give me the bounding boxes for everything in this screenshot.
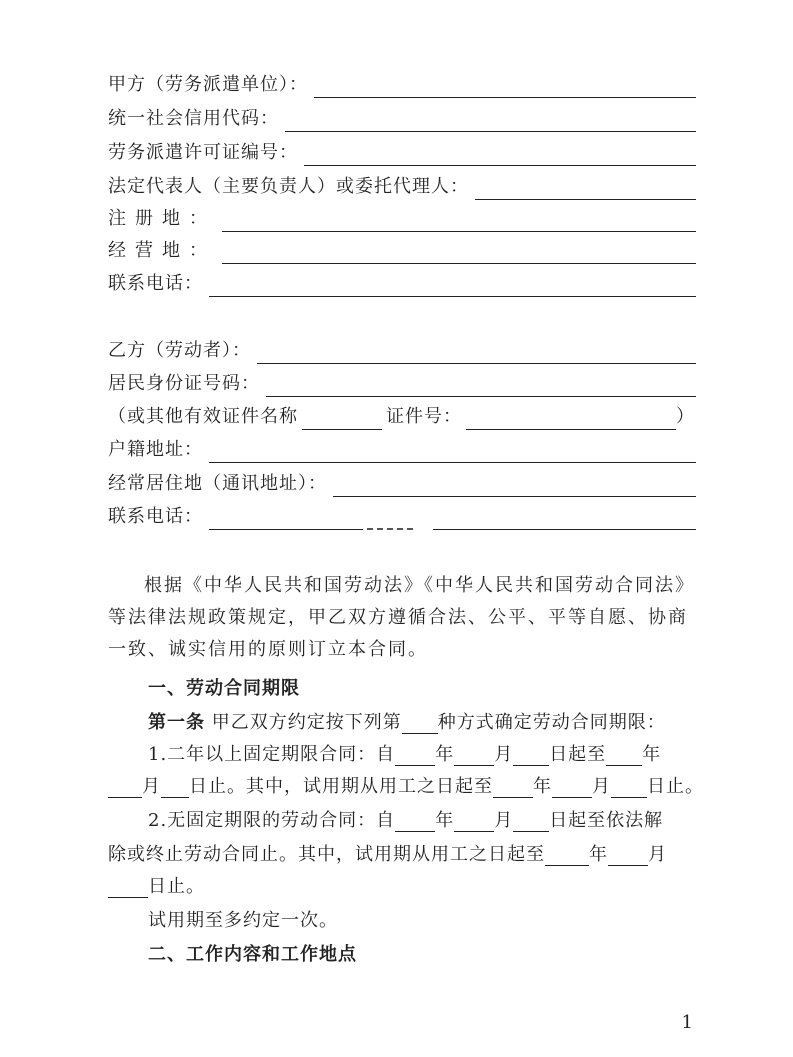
article1-text-b: 种方式确定劳动合同期限： [437, 712, 666, 733]
section1-title: 一、劳动合同期限 [148, 678, 300, 699]
item2-year: 年 [435, 810, 455, 831]
other-id-no-label: 证件号： [386, 406, 462, 427]
id-no-row [108, 371, 696, 397]
article1 [148, 708, 666, 734]
item1-year3: 年 [533, 776, 552, 797]
item1-text: 1.二年以上固定期限合同：自 [148, 744, 396, 765]
party-a-label: 甲方（劳务派遣单位）： [108, 74, 308, 95]
item1-line1 [148, 740, 661, 766]
item1-month2: 月 [142, 776, 161, 797]
item1-year: 年 [435, 744, 455, 765]
item1-year-field[interactable] [395, 747, 435, 766]
item2-line1 [148, 806, 663, 832]
item2-line2 [108, 840, 667, 866]
id-no-label: 居民身份证号码： [108, 373, 260, 394]
item1-month-field[interactable] [454, 747, 494, 766]
item2-day-field[interactable] [513, 813, 549, 832]
other-id-row [108, 404, 696, 430]
section2-title: 二、工作内容和工作地点 [148, 944, 357, 965]
party-a-phone-label: 联系电话： [108, 273, 203, 294]
registered-addr-row [108, 206, 696, 232]
other-id-open: （或其他有效证件名称 [108, 406, 298, 427]
household-addr-label: 户籍地址： [108, 439, 203, 460]
item1-day-from: 日起至 [549, 744, 607, 765]
party-b-phone-label: 联系电话： [108, 506, 203, 527]
item1-day-field[interactable] [513, 747, 549, 766]
item1-year2-field[interactable] [606, 747, 642, 766]
id-no-field[interactable] [266, 376, 696, 397]
credit-code-label: 统一社会信用代码： [108, 108, 279, 129]
article1-text-a: 甲乙双方约定按下列第 [211, 712, 402, 733]
other-id-name-field[interactable] [302, 411, 382, 430]
item2-text: 2.无固定期限的劳动合同：自 [148, 810, 396, 831]
legal-rep-label: 法定代表人（主要负责人）或委托代理人： [108, 176, 469, 197]
item2-month-field[interactable] [454, 813, 494, 832]
residence-field[interactable] [333, 476, 696, 497]
item2-year2: 年 [589, 844, 608, 865]
page-number: 1 [681, 1012, 693, 1033]
item1-year3-field[interactable] [493, 779, 533, 798]
household-addr-row [108, 437, 696, 463]
item1-end: 日止。 [647, 776, 704, 797]
party-a-phone-field[interactable] [209, 276, 696, 297]
other-id-close: ） [676, 406, 695, 427]
legal-rep-row [108, 174, 696, 200]
article1-label: 第一条 [148, 712, 205, 733]
item2-year2-field[interactable] [545, 847, 589, 866]
item2-month: 月 [494, 810, 514, 831]
item1-month2-field[interactable] [108, 779, 142, 798]
other-id-no-field[interactable] [466, 411, 676, 430]
item2-month2: 月 [648, 844, 667, 865]
party-b-phone-row [108, 504, 696, 530]
party-b-field[interactable] [257, 343, 696, 364]
party-a-phone-row [108, 271, 696, 297]
item1-day3-field[interactable] [611, 779, 647, 798]
residence-label: 经常居住地（通讯地址）： [108, 473, 327, 494]
item2-day2-field[interactable] [108, 879, 148, 898]
item2-year-field[interactable] [395, 813, 435, 832]
business-addr-label: 经营地： [108, 240, 216, 261]
credit-code-field[interactable] [285, 111, 696, 132]
party-a-row [108, 72, 696, 98]
business-addr-row [108, 238, 696, 264]
item2-end: 日止。 [148, 876, 205, 897]
party-b-label: 乙方（劳动者）： [108, 340, 251, 361]
item1-year2: 年 [642, 744, 662, 765]
household-addr-field[interactable] [209, 442, 696, 463]
license-field[interactable] [304, 145, 696, 166]
legal-rep-field[interactable] [475, 179, 696, 200]
item2-day-text: 日起至依法解 [549, 810, 664, 831]
registered-addr-label: 注册地： [108, 208, 216, 229]
item1-month3: 月 [592, 776, 611, 797]
item1-line2 [108, 772, 704, 798]
party-a-field[interactable] [314, 77, 696, 98]
credit-code-row [108, 106, 696, 132]
item1-day-end: 日止。其中，试用期从用工之日起至 [189, 776, 493, 797]
registered-addr-field[interactable] [222, 211, 696, 232]
party-b-phone-field-2[interactable] [433, 509, 696, 530]
item1-month: 月 [494, 744, 514, 765]
preamble: 根据《中华人民共和国劳动法》《中华人民共和国劳动合同法》等法律法规政策规定，甲乙双方遵循合法、公平、平等自愿、协商一致、诚实信用的原则订立本合同。 [108, 575, 695, 660]
party-b-row [108, 338, 696, 364]
article1-choice-field[interactable] [402, 715, 438, 734]
party-b-phone-field[interactable] [209, 511, 363, 530]
item2-month2-field[interactable] [608, 847, 648, 866]
probation-note: 试用期至多约定一次。 [148, 910, 338, 931]
license-row [108, 140, 696, 166]
item1-day2-field[interactable] [161, 779, 189, 798]
business-addr-field[interactable] [222, 243, 696, 264]
residence-row [108, 471, 696, 497]
item1-month3-field[interactable] [552, 779, 592, 798]
item2-line2-text: 除或终止劳动合同止。其中，试用期从用工之日起至 [108, 844, 545, 865]
item2-line3 [108, 872, 205, 898]
dashed-separator [367, 510, 413, 530]
license-label: 劳务派遣许可证编号： [108, 142, 298, 163]
